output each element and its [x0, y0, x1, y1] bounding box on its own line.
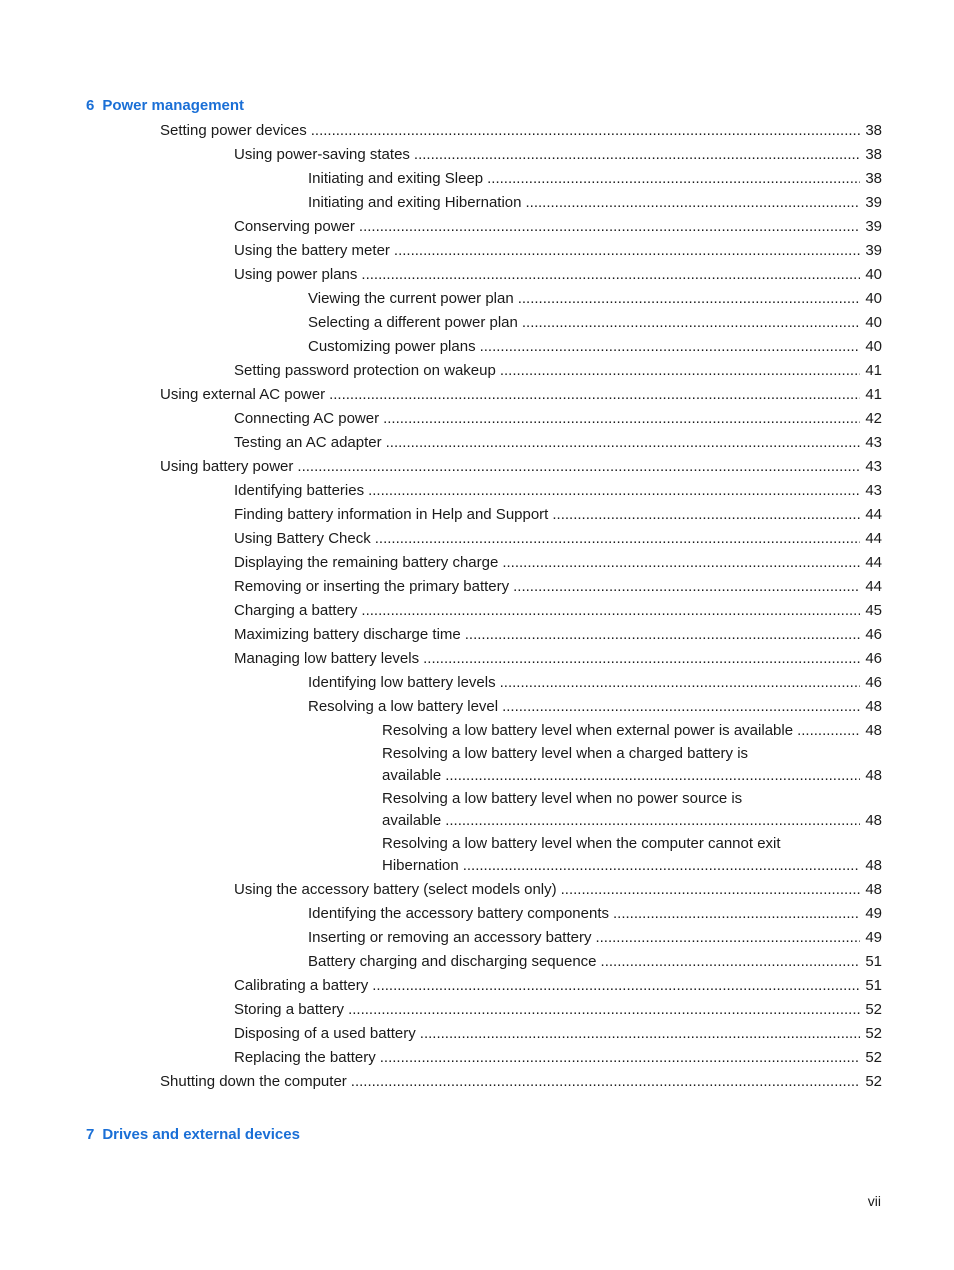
- toc-entry-title: Using battery power: [160, 458, 294, 475]
- toc-page-number: 51: [865, 977, 882, 994]
- dot-leader: [480, 337, 860, 357]
- toc-entry-title: Identifying the accessory battery components: [308, 905, 609, 922]
- dot-leader: [394, 241, 860, 261]
- toc-entry[interactable]: [234, 216, 882, 237]
- toc-entry-title: Disposing of a used battery: [234, 1025, 416, 1042]
- dot-leader: [513, 577, 860, 597]
- dot-leader: [375, 529, 860, 549]
- dot-leader: [595, 928, 860, 948]
- toc-entry-title: Resolving a low battery level when external power is available: [382, 722, 794, 739]
- toc-page-number: 48: [865, 722, 882, 739]
- dot-leader: [500, 673, 860, 693]
- toc-entry-title: Identifying batteries: [234, 482, 365, 499]
- dot-leader: [423, 649, 860, 669]
- toc-entry-title: Testing an AC adapter: [234, 434, 382, 451]
- toc-page-number: 38: [865, 146, 882, 163]
- toc-entry[interactable]: [234, 999, 882, 1020]
- toc-entry-title: Resolving a low battery level when the computer cannot exit: [382, 835, 781, 852]
- toc-entry-title: Removing or inserting the primary battery: [234, 578, 510, 595]
- dot-leader: [502, 553, 860, 573]
- toc-entry[interactable]: [234, 504, 882, 525]
- toc-entry-title: Calibrating a battery: [234, 977, 369, 994]
- toc-page-number: 42: [865, 410, 882, 427]
- toc-page-number: 48: [865, 881, 882, 898]
- toc-entry[interactable]: [234, 975, 882, 996]
- chapter-number: 6: [86, 97, 95, 114]
- toc-entry-title: Connecting AC power: [234, 410, 380, 427]
- toc-entry-title: Hibernation: [382, 857, 459, 874]
- toc-page-number: 52: [865, 1001, 882, 1018]
- toc-entry[interactable]: [234, 408, 882, 429]
- toc-entry[interactable]: [234, 552, 882, 573]
- dot-leader: [348, 1000, 860, 1020]
- toc-entry[interactable]: [234, 480, 882, 501]
- toc-entry-title: Using the accessory battery (select models only): [234, 881, 557, 898]
- toc-entry[interactable]: [234, 624, 882, 645]
- toc-entry[interactable]: [234, 432, 882, 453]
- chapter-number: 7: [86, 1126, 95, 1143]
- dot-leader: [351, 1072, 860, 1092]
- toc-page-number: 41: [865, 362, 882, 379]
- toc-entry[interactable]: [308, 312, 882, 333]
- chapter-title: Power management: [102, 97, 245, 114]
- toc-page-number: 49: [865, 929, 882, 946]
- toc-entry-title: Using Battery Check: [234, 530, 371, 547]
- toc-entry[interactable]: [234, 1023, 882, 1044]
- toc-entry-title: available: [382, 767, 442, 784]
- toc-page-number: 44: [865, 530, 882, 547]
- dot-leader: [561, 880, 860, 900]
- toc-page-number: 43: [865, 482, 882, 499]
- dot-leader: [329, 385, 860, 405]
- chapter-heading[interactable]: [86, 97, 244, 114]
- dot-leader: [380, 1048, 860, 1068]
- toc-entry[interactable]: [382, 789, 882, 831]
- toc-entry[interactable]: [160, 384, 882, 405]
- toc-page-number: 48: [865, 698, 882, 715]
- toc-entry-title: Managing low battery levels: [234, 650, 420, 667]
- toc-entry[interactable]: [234, 264, 882, 285]
- dot-leader: [297, 457, 860, 477]
- toc-page-number: 52: [865, 1073, 882, 1090]
- dot-leader: [368, 481, 860, 501]
- toc-entry[interactable]: [160, 456, 882, 477]
- toc-page-number: 39: [865, 218, 882, 235]
- toc-page-number: 43: [865, 458, 882, 475]
- toc-entry-title: available: [382, 812, 442, 829]
- dot-leader: [311, 121, 860, 141]
- toc-page-number: 51: [865, 953, 882, 970]
- toc-entry[interactable]: [234, 240, 882, 261]
- toc-entry-title: Customizing power plans: [308, 338, 476, 355]
- toc-entry[interactable]: [160, 1071, 882, 1092]
- toc-page-number: 44: [865, 506, 882, 523]
- toc-entry-title: Using power-saving states: [234, 146, 410, 163]
- dot-leader: [420, 1024, 860, 1044]
- dot-leader: [552, 505, 860, 525]
- dot-leader: [445, 766, 860, 786]
- toc-entry[interactable]: [234, 576, 882, 597]
- toc-entry-title: Viewing the current power plan: [308, 290, 514, 307]
- toc-page-number: 46: [865, 674, 882, 691]
- dot-leader: [361, 601, 860, 621]
- dot-leader: [502, 697, 860, 717]
- toc-page-number: 41: [865, 386, 882, 403]
- toc-page-number: 40: [865, 266, 882, 283]
- toc-page-number: 44: [865, 554, 882, 571]
- toc-page-number: 39: [865, 194, 882, 211]
- dot-leader: [518, 289, 860, 309]
- dot-leader: [372, 976, 860, 996]
- toc-entry-title: Battery charging and discharging sequence: [308, 953, 597, 970]
- dot-leader: [359, 217, 860, 237]
- toc-page-number: 46: [865, 626, 882, 643]
- dot-leader: [500, 361, 860, 381]
- toc-entry-title: Using power plans: [234, 266, 358, 283]
- dot-leader: [414, 145, 860, 165]
- toc-entry[interactable]: [234, 879, 882, 900]
- toc-page-number: 48: [865, 767, 882, 784]
- toc-entry-title: Resolving a low battery level when no power source is: [382, 790, 743, 807]
- dot-leader: [601, 952, 860, 972]
- toc-entry-title: Setting password protection on wakeup: [234, 362, 496, 379]
- toc-page-number: 40: [865, 290, 882, 307]
- toc-entry-title: Storing a battery: [234, 1001, 345, 1018]
- dot-leader: [797, 721, 860, 741]
- toc-page-number: 44: [865, 578, 882, 595]
- toc-entry[interactable]: [308, 288, 882, 309]
- toc-entry-title: Initiating and exiting Hibernation: [308, 194, 522, 211]
- toc-entry-title: Setting power devices: [160, 122, 307, 139]
- toc-entry-title: Charging a battery: [234, 602, 358, 619]
- toc-entry-title: Conserving power: [234, 218, 355, 235]
- toc-entry[interactable]: [308, 336, 882, 357]
- toc-entry-title: Finding battery information in Help and Support: [234, 506, 549, 523]
- toc-page-number: 40: [865, 338, 882, 355]
- toc-entry[interactable]: [160, 120, 882, 141]
- toc-entry-title: Using the battery meter: [234, 242, 390, 259]
- chapter-heading[interactable]: [86, 1126, 300, 1143]
- toc-entry[interactable]: [234, 360, 882, 381]
- dot-leader: [613, 904, 860, 924]
- toc-page-number: 39: [865, 242, 882, 259]
- toc-entry-title: Displaying the remaining battery charge: [234, 554, 499, 571]
- dot-leader: [445, 811, 860, 831]
- toc-entry[interactable]: [308, 168, 882, 189]
- toc-entry-title: Inserting or removing an accessory battery: [308, 929, 592, 946]
- toc-page-number: 49: [865, 905, 882, 922]
- toc-entry[interactable]: [382, 834, 882, 876]
- dot-leader: [361, 265, 860, 285]
- toc-page-number: 43: [865, 434, 882, 451]
- toc-entry-title: Replacing the battery: [234, 1049, 376, 1066]
- toc-page-number: 40: [865, 314, 882, 331]
- toc-entry-title: Initiating and exiting Sleep: [308, 170, 484, 187]
- dot-leader: [463, 856, 860, 876]
- toc-entry-title: Resolving a low battery level: [308, 698, 499, 715]
- toc-entry-title: Using external AC power: [160, 386, 326, 403]
- toc-entry[interactable]: [308, 927, 882, 948]
- toc-page-number: 48: [865, 857, 882, 874]
- toc-page-number: 52: [865, 1025, 882, 1042]
- toc-entry-title: Resolving a low battery level when a charged battery is: [382, 745, 749, 762]
- dot-leader: [465, 625, 860, 645]
- page-folio: vii: [867, 1193, 881, 1209]
- dot-leader: [487, 169, 860, 189]
- toc-entry-title: Shutting down the computer: [160, 1073, 347, 1090]
- toc-page-number: 38: [865, 122, 882, 139]
- toc-entry[interactable]: [308, 192, 882, 213]
- toc-entry[interactable]: [234, 528, 882, 549]
- toc-entry-title: Identifying low battery levels: [308, 674, 496, 691]
- toc-entry[interactable]: [382, 744, 882, 786]
- toc-page-number: 48: [865, 812, 882, 829]
- toc-entry[interactable]: [234, 144, 882, 165]
- toc-entry[interactable]: [308, 951, 882, 972]
- toc-entry[interactable]: [234, 648, 882, 669]
- toc-entry[interactable]: [382, 720, 882, 741]
- toc-page-number: 38: [865, 170, 882, 187]
- toc-page-number: 46: [865, 650, 882, 667]
- toc-entry[interactable]: [308, 672, 882, 693]
- dot-leader: [522, 313, 860, 333]
- toc-entry[interactable]: [308, 696, 882, 717]
- dot-leader: [525, 193, 860, 213]
- dot-leader: [383, 409, 860, 429]
- toc-page-number: 52: [865, 1049, 882, 1066]
- toc-entry[interactable]: [234, 600, 882, 621]
- toc-entry[interactable]: [234, 1047, 882, 1068]
- toc-page-number: 45: [865, 602, 882, 619]
- toc-entry[interactable]: [308, 903, 882, 924]
- toc-entry-title: Maximizing battery discharge time: [234, 626, 461, 643]
- toc-entry-title: Selecting a different power plan: [308, 314, 518, 331]
- chapter-title: Drives and external devices: [102, 1126, 300, 1143]
- dot-leader: [386, 433, 860, 453]
